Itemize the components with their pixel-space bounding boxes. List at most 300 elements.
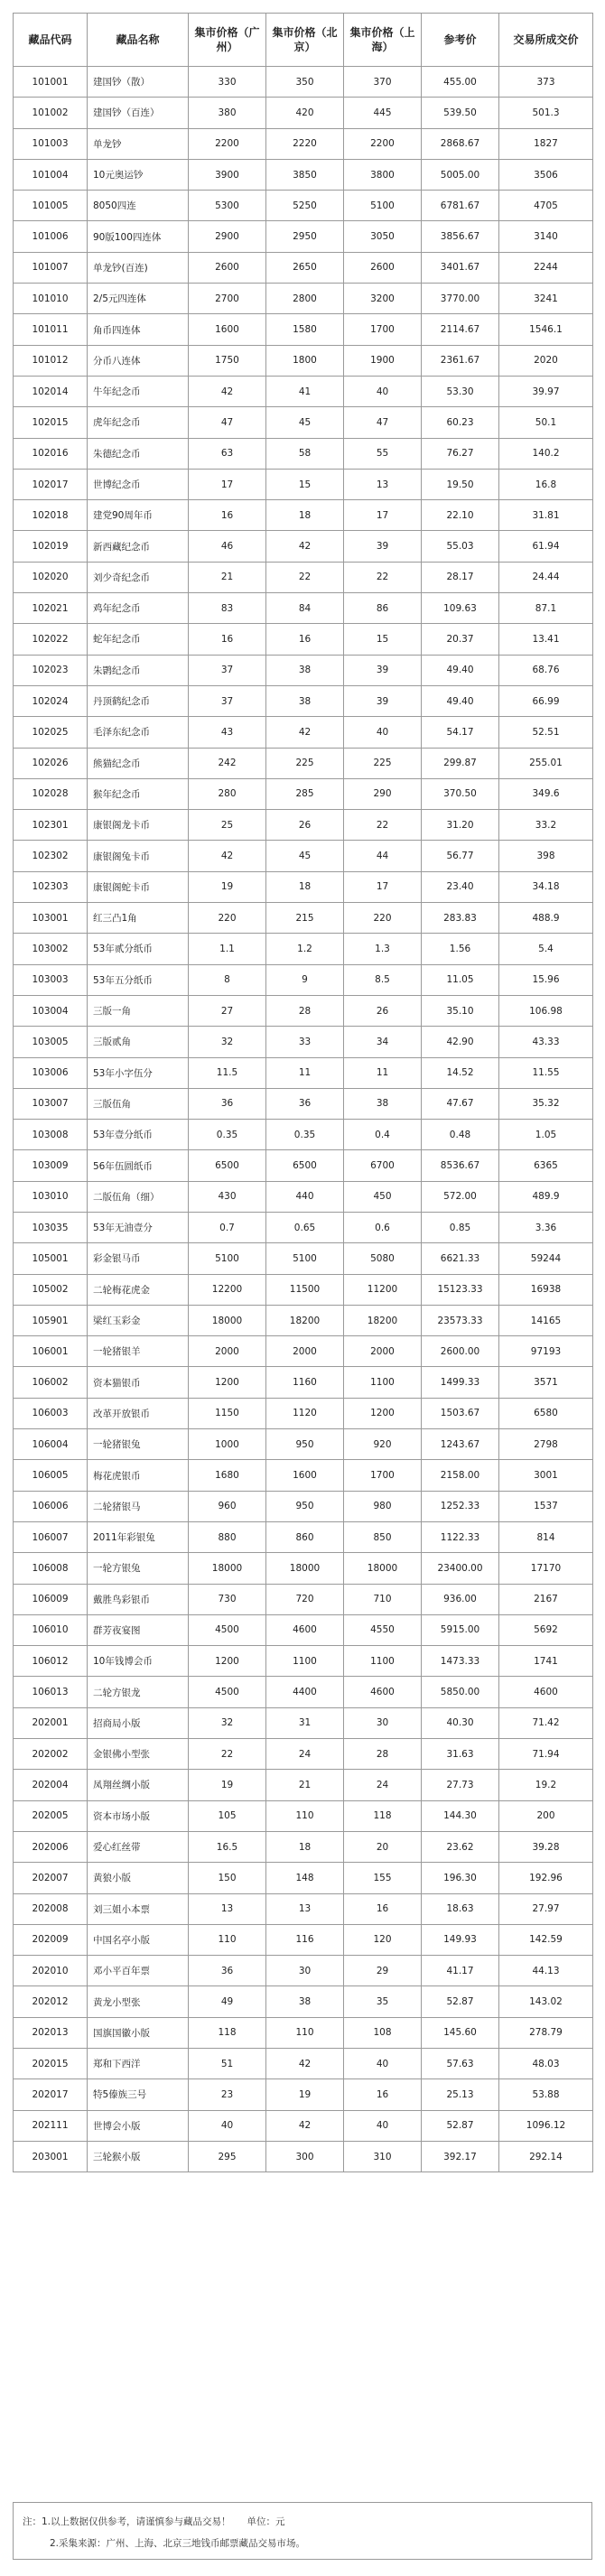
cell-beijing-price: 42 (266, 717, 344, 748)
cell-beijing-price: 15 (266, 469, 344, 499)
cell-code: 106005 (14, 1460, 88, 1491)
cell-shanghai-price: 3200 (344, 284, 422, 314)
cell-reference-price: 1499.33 (422, 1367, 499, 1398)
cell-exchange-price: 3506 (499, 159, 593, 190)
cell-shanghai-price: 2200 (344, 128, 422, 159)
cell-code: 103009 (14, 1150, 88, 1181)
cell-guangzhou-price: 37 (189, 655, 266, 685)
cell-shanghai-price: 220 (344, 903, 422, 934)
table-row (14, 407, 593, 438)
cell-exchange-price: 4600 (499, 1677, 593, 1707)
cell-name: 三版一角 (88, 995, 189, 1026)
cell-shanghai-price: 29 (344, 1956, 422, 1986)
cell-code: 103001 (14, 903, 88, 934)
cell-beijing-price: 19 (266, 2079, 344, 2110)
cell-code: 103007 (14, 1088, 88, 1119)
cell-beijing-price: 42 (266, 2110, 344, 2141)
cell-exchange-price: 44.13 (499, 1956, 593, 1986)
cell-name: 56年伍圆纸币 (88, 1150, 189, 1181)
cell-name: 虎年纪念币 (88, 407, 189, 438)
cell-reference-price: 3401.67 (422, 252, 499, 283)
cell-guangzhou-price: 0.7 (189, 1212, 266, 1242)
cell-code: 102302 (14, 841, 88, 871)
cell-code: 106010 (14, 1614, 88, 1645)
cell-guangzhou-price: 150 (189, 1863, 266, 1893)
table-row (14, 1800, 593, 1831)
cell-beijing-price: 285 (266, 778, 344, 809)
cell-guangzhou-price: 295 (189, 2141, 266, 2171)
cell-code: 102028 (14, 778, 88, 809)
cell-shanghai-price: 20 (344, 1831, 422, 1862)
cell-exchange-price: 15.96 (499, 964, 593, 995)
cell-code: 106009 (14, 1584, 88, 1614)
table-row (14, 1863, 593, 1893)
cell-guangzhou-price: 16 (189, 624, 266, 655)
footnote-1-text: 注：1.以上数据仅供参考，请谨慎参与藏品交易！ (23, 2516, 231, 2527)
cell-code: 202002 (14, 1739, 88, 1770)
cell-beijing-price: 3850 (266, 159, 344, 190)
cell-exchange-price: 501.3 (499, 98, 593, 128)
cell-shanghai-price: 450 (344, 1181, 422, 1212)
cell-beijing-price: 9 (266, 964, 344, 995)
cell-shanghai-price: 17 (344, 500, 422, 531)
table-row (14, 1739, 593, 1770)
cell-guangzhou-price: 0.35 (189, 1120, 266, 1150)
cell-name: 二轮方银龙 (88, 1677, 189, 1707)
cell-code: 102022 (14, 624, 88, 655)
cell-exchange-price: 142.59 (499, 1924, 593, 1955)
cell-beijing-price: 116 (266, 1924, 344, 1955)
cell-guangzhou-price: 430 (189, 1181, 266, 1212)
cell-shanghai-price: 11 (344, 1057, 422, 1088)
cell-name: 90版100四连体 (88, 221, 189, 252)
cell-reference-price: 23573.33 (422, 1305, 499, 1335)
cell-exchange-price: 71.42 (499, 1707, 593, 1738)
cell-exchange-price: 16.8 (499, 469, 593, 499)
cell-name: 2/5元四连体 (88, 284, 189, 314)
cell-shanghai-price: 11200 (344, 1274, 422, 1305)
cell-guangzhou-price: 5300 (189, 191, 266, 221)
cell-guangzhou-price: 37 (189, 685, 266, 716)
cell-shanghai-price: 22 (344, 810, 422, 841)
cell-shanghai-price: 22 (344, 562, 422, 592)
cell-beijing-price: 33 (266, 1027, 344, 1057)
cell-exchange-price: 71.94 (499, 1739, 593, 1770)
cell-code: 101003 (14, 128, 88, 159)
footnotes (13, 2502, 592, 2560)
header-code: 藏品代码 (14, 14, 88, 67)
cell-beijing-price: 58 (266, 438, 344, 469)
cell-name: 猴年纪念币 (88, 778, 189, 809)
table-row (14, 1460, 593, 1491)
cell-beijing-price: 2800 (266, 284, 344, 314)
cell-code: 202007 (14, 1863, 88, 1893)
cell-guangzhou-price: 380 (189, 98, 266, 128)
cell-exchange-price: 53.88 (499, 2079, 593, 2110)
cell-shanghai-price: 370 (344, 67, 422, 98)
table-row (14, 778, 593, 809)
cell-reference-price: 5005.00 (422, 159, 499, 190)
cell-name: 53年无油壹分 (88, 1212, 189, 1242)
cell-code: 102024 (14, 685, 88, 716)
cell-reference-price: 392.17 (422, 2141, 499, 2171)
cell-beijing-price: 215 (266, 903, 344, 934)
cell-shanghai-price: 44 (344, 841, 422, 871)
cell-beijing-price: 26 (266, 810, 344, 841)
cell-exchange-price: 1.05 (499, 1120, 593, 1150)
cell-exchange-price: 6580 (499, 1398, 593, 1428)
cell-beijing-price: 38 (266, 655, 344, 685)
cell-code: 102026 (14, 748, 88, 778)
table-row (14, 1243, 593, 1274)
cell-guangzhou-price: 32 (189, 1707, 266, 1738)
cell-shanghai-price: 310 (344, 2141, 422, 2171)
cell-name: 世博纪念币 (88, 469, 189, 499)
cell-guangzhou-price: 22 (189, 1739, 266, 1770)
cell-exchange-price: 39.97 (499, 376, 593, 406)
cell-name: 邓小平百年票 (88, 1956, 189, 1986)
cell-reference-price: 41.17 (422, 1956, 499, 1986)
cell-shanghai-price: 40 (344, 717, 422, 748)
cell-name: 蛇年纪念币 (88, 624, 189, 655)
table-row (14, 995, 593, 1026)
cell-exchange-price: 6365 (499, 1150, 593, 1181)
cell-exchange-price: 16938 (499, 1274, 593, 1305)
cell-reference-price: 52.87 (422, 2110, 499, 2141)
cell-guangzhou-price: 4500 (189, 1614, 266, 1645)
cell-beijing-price: 2220 (266, 128, 344, 159)
cell-name: 10元奥运钞 (88, 159, 189, 190)
cell-code: 103010 (14, 1181, 88, 1212)
cell-reference-price: 8536.67 (422, 1150, 499, 1181)
cell-guangzhou-price: 17 (189, 469, 266, 499)
cell-reference-price: 370.50 (422, 778, 499, 809)
table-row (14, 593, 593, 624)
cell-guangzhou-price: 16 (189, 500, 266, 531)
cell-name: 53年五分纸币 (88, 964, 189, 995)
cell-name: 资本猫银币 (88, 1367, 189, 1398)
cell-name: 改革开放银币 (88, 1398, 189, 1428)
table-row (14, 1336, 593, 1367)
cell-guangzhou-price: 19 (189, 1770, 266, 1800)
cell-reference-price: 3856.67 (422, 221, 499, 252)
cell-shanghai-price: 16 (344, 2079, 422, 2110)
cell-guangzhou-price: 110 (189, 1924, 266, 1955)
cell-reference-price: 55.03 (422, 531, 499, 562)
cell-exchange-price: 106.98 (499, 995, 593, 1026)
table-row (14, 1027, 593, 1057)
cell-beijing-price: 0.65 (266, 1212, 344, 1242)
table-row (14, 1212, 593, 1242)
footnote-2: 2.采集来源：广州、上海、北京三地钱币邮票藏品交易市场。 (50, 2538, 306, 2549)
header-name: 藏品名称 (88, 14, 189, 67)
cell-guangzhou-price: 1600 (189, 314, 266, 345)
cell-shanghai-price: 225 (344, 748, 422, 778)
cell-guangzhou-price: 19 (189, 871, 266, 902)
cell-shanghai-price: 2600 (344, 252, 422, 283)
cell-shanghai-price: 40 (344, 2049, 422, 2079)
cell-shanghai-price: 18200 (344, 1305, 422, 1335)
cell-reference-price: 539.50 (422, 98, 499, 128)
table-row (14, 903, 593, 934)
cell-guangzhou-price: 42 (189, 376, 266, 406)
cell-reference-price: 0.85 (422, 1212, 499, 1242)
table-row (14, 500, 593, 531)
table-row (14, 159, 593, 190)
cell-shanghai-price: 1100 (344, 1367, 422, 1398)
cell-beijing-price: 110 (266, 2017, 344, 2048)
cell-shanghai-price: 3050 (344, 221, 422, 252)
cell-beijing-price: 420 (266, 98, 344, 128)
cell-guangzhou-price: 330 (189, 67, 266, 98)
cell-code: 103008 (14, 1120, 88, 1150)
cell-name: 康银阁兔卡币 (88, 841, 189, 871)
cell-beijing-price: 4400 (266, 1677, 344, 1707)
table-row (14, 841, 593, 871)
cell-shanghai-price: 4600 (344, 1677, 422, 1707)
table-row (14, 128, 593, 159)
cell-beijing-price: 5250 (266, 191, 344, 221)
cell-exchange-price: 11.55 (499, 1057, 593, 1088)
cell-code: 102025 (14, 717, 88, 748)
cell-name: 刘少奇纪念币 (88, 562, 189, 592)
cell-exchange-price: 50.1 (499, 407, 593, 438)
cell-shanghai-price: 1100 (344, 1646, 422, 1677)
cell-name: 毛泽东纪念币 (88, 717, 189, 748)
cell-beijing-price: 13 (266, 1893, 344, 1924)
cell-shanghai-price: 8.5 (344, 964, 422, 995)
cell-reference-price: 40.30 (422, 1707, 499, 1738)
cell-name: 朱德纪念币 (88, 438, 189, 469)
table-row (14, 1956, 593, 1986)
cell-guangzhou-price: 2000 (189, 1336, 266, 1367)
cell-code: 202008 (14, 1893, 88, 1924)
cell-name: 彩金银马币 (88, 1243, 189, 1274)
cell-exchange-price: 2798 (499, 1429, 593, 1460)
cell-reference-price: 52.87 (422, 1986, 499, 2017)
cell-name: 黄狼小版 (88, 1863, 189, 1893)
cell-shanghai-price: 920 (344, 1429, 422, 1460)
table-row (14, 2141, 593, 2171)
cell-reference-price: 2361.67 (422, 345, 499, 376)
cell-exchange-price: 143.02 (499, 1986, 593, 2017)
cell-name: 53年小字伍分 (88, 1057, 189, 1088)
cell-guangzhou-price: 13 (189, 1893, 266, 1924)
cell-name: 梅花虎银币 (88, 1460, 189, 1491)
cell-name: 牛年纪念币 (88, 376, 189, 406)
cell-exchange-price: 1537 (499, 1491, 593, 1521)
cell-beijing-price: 18200 (266, 1305, 344, 1335)
cell-beijing-price: 225 (266, 748, 344, 778)
cell-shanghai-price: 1700 (344, 1460, 422, 1491)
cell-exchange-price: 24.44 (499, 562, 593, 592)
table-row (14, 252, 593, 283)
cell-shanghai-price: 55 (344, 438, 422, 469)
cell-guangzhou-price: 25 (189, 810, 266, 841)
table-row (14, 1367, 593, 1398)
cell-exchange-price: 52.51 (499, 717, 593, 748)
cell-guangzhou-price: 730 (189, 1584, 266, 1614)
cell-reference-price: 25.13 (422, 2079, 499, 2110)
cell-code: 101004 (14, 159, 88, 190)
cell-guangzhou-price: 36 (189, 1088, 266, 1119)
cell-beijing-price: 18 (266, 1831, 344, 1862)
cell-name: 角币四连体 (88, 314, 189, 345)
cell-reference-price: 5915.00 (422, 1614, 499, 1645)
cell-beijing-price: 720 (266, 1584, 344, 1614)
cell-name: 世博会小版 (88, 2110, 189, 2141)
cell-guangzhou-price: 2200 (189, 128, 266, 159)
cell-guangzhou-price: 2700 (189, 284, 266, 314)
cell-code: 202005 (14, 1800, 88, 1831)
cell-guangzhou-price: 23 (189, 2079, 266, 2110)
cell-exchange-price: 4705 (499, 191, 593, 221)
cell-name: 2011年彩银兔 (88, 1521, 189, 1552)
cell-shanghai-price: 28 (344, 1739, 422, 1770)
cell-exchange-price: 292.14 (499, 2141, 593, 2171)
cell-code: 102021 (14, 593, 88, 624)
cell-name: 一轮方银兔 (88, 1553, 189, 1584)
cell-code: 101010 (14, 284, 88, 314)
cell-reference-price: 1243.67 (422, 1429, 499, 1460)
cell-exchange-price: 5692 (499, 1614, 593, 1645)
cell-code: 103004 (14, 995, 88, 1026)
cell-reference-price: 109.63 (422, 593, 499, 624)
cell-name: 53年贰分纸币 (88, 934, 189, 964)
cell-exchange-price: 398 (499, 841, 593, 871)
cell-code: 106003 (14, 1398, 88, 1428)
cell-exchange-price: 1827 (499, 128, 593, 159)
price-table (13, 13, 593, 2172)
cell-shanghai-price: 0.4 (344, 1120, 422, 1150)
cell-name: 戴胜鸟彩银币 (88, 1584, 189, 1614)
cell-guangzhou-price: 18000 (189, 1305, 266, 1335)
table-row (14, 1553, 593, 1584)
cell-name: 一轮猪银羊 (88, 1336, 189, 1367)
cell-exchange-price: 14165 (499, 1305, 593, 1335)
cell-guangzhou-price: 5100 (189, 1243, 266, 1274)
cell-code: 102014 (14, 376, 88, 406)
cell-exchange-price: 2020 (499, 345, 593, 376)
cell-exchange-price: 140.2 (499, 438, 593, 469)
cell-code: 202010 (14, 1956, 88, 1986)
cell-reference-price: 0.48 (422, 1120, 499, 1150)
cell-reference-price: 57.63 (422, 2049, 499, 2079)
cell-guangzhou-price: 105 (189, 1800, 266, 1831)
table-row (14, 1398, 593, 1428)
cell-shanghai-price: 108 (344, 2017, 422, 2048)
cell-reference-price: 35.10 (422, 995, 499, 1026)
cell-reference-price: 2868.67 (422, 128, 499, 159)
cell-guangzhou-price: 40 (189, 2110, 266, 2141)
cell-exchange-price: 489.9 (499, 1181, 593, 1212)
cell-name: 康银阁龙卡币 (88, 810, 189, 841)
cell-reference-price: 31.20 (422, 810, 499, 841)
cell-beijing-price: 860 (266, 1521, 344, 1552)
cell-exchange-price: 349.6 (499, 778, 593, 809)
header-beijing-price: 集市价格（北京） (266, 14, 344, 67)
cell-guangzhou-price: 49 (189, 1986, 266, 2017)
cell-name: 一轮猪银兔 (88, 1429, 189, 1460)
cell-shanghai-price: 30 (344, 1707, 422, 1738)
cell-exchange-price: 19.2 (499, 1770, 593, 1800)
table-row (14, 469, 593, 499)
cell-code: 106006 (14, 1491, 88, 1521)
cell-exchange-price: 200 (499, 1800, 593, 1831)
cell-name: 建国钞（百连） (88, 98, 189, 128)
header-reference-price: 参考价 (422, 14, 499, 67)
cell-exchange-price: 3001 (499, 1460, 593, 1491)
cell-shanghai-price: 445 (344, 98, 422, 128)
cell-name: 二版伍角（细） (88, 1181, 189, 1212)
cell-name: 特5傣族三号 (88, 2079, 189, 2110)
cell-code: 202004 (14, 1770, 88, 1800)
cell-guangzhou-price: 242 (189, 748, 266, 778)
cell-code: 202009 (14, 1924, 88, 1955)
cell-code: 102020 (14, 562, 88, 592)
cell-beijing-price: 38 (266, 685, 344, 716)
cell-name: 红三凸1角 (88, 903, 189, 934)
cell-shanghai-price: 1200 (344, 1398, 422, 1428)
cell-beijing-price: 18 (266, 871, 344, 902)
cell-code: 106004 (14, 1429, 88, 1460)
cell-beijing-price: 1160 (266, 1367, 344, 1398)
cell-beijing-price: 300 (266, 2141, 344, 2171)
table-row (14, 376, 593, 406)
cell-code: 103003 (14, 964, 88, 995)
cell-exchange-price: 31.81 (499, 500, 593, 531)
table-row (14, 314, 593, 345)
cell-code: 102303 (14, 871, 88, 902)
cell-code: 105002 (14, 1274, 88, 1305)
cell-exchange-price: 488.9 (499, 903, 593, 934)
table-row (14, 98, 593, 128)
cell-reference-price: 3770.00 (422, 284, 499, 314)
cell-guangzhou-price: 16.5 (189, 1831, 266, 1862)
cell-reference-price: 1503.67 (422, 1398, 499, 1428)
header-guangzhou-price: 集市价格（广州） (189, 14, 266, 67)
table-row (14, 871, 593, 902)
table-row (14, 1521, 593, 1552)
cell-beijing-price: 31 (266, 1707, 344, 1738)
cell-exchange-price: 61.94 (499, 531, 593, 562)
cell-code: 106002 (14, 1367, 88, 1398)
cell-name: 二轮梅花虎金 (88, 1274, 189, 1305)
cell-exchange-price: 2167 (499, 1584, 593, 1614)
table-row (14, 438, 593, 469)
cell-exchange-price: 97193 (499, 1336, 593, 1367)
cell-code: 202006 (14, 1831, 88, 1862)
cell-exchange-price: 35.32 (499, 1088, 593, 1119)
table-row (14, 624, 593, 655)
cell-guangzhou-price: 220 (189, 903, 266, 934)
cell-guangzhou-price: 1000 (189, 1429, 266, 1460)
table-row (14, 1429, 593, 1460)
cell-reference-price: 144.30 (422, 1800, 499, 1831)
cell-guangzhou-price: 280 (189, 778, 266, 809)
cell-reference-price: 28.17 (422, 562, 499, 592)
cell-guangzhou-price: 118 (189, 2017, 266, 2048)
cell-beijing-price: 1600 (266, 1460, 344, 1491)
table-row (14, 717, 593, 748)
cell-code: 101002 (14, 98, 88, 128)
table-row (14, 1770, 593, 1800)
table-row (14, 1893, 593, 1924)
table-row (14, 1831, 593, 1862)
cell-code: 202001 (14, 1707, 88, 1738)
cell-code: 103035 (14, 1212, 88, 1242)
cell-exchange-price: 255.01 (499, 748, 593, 778)
